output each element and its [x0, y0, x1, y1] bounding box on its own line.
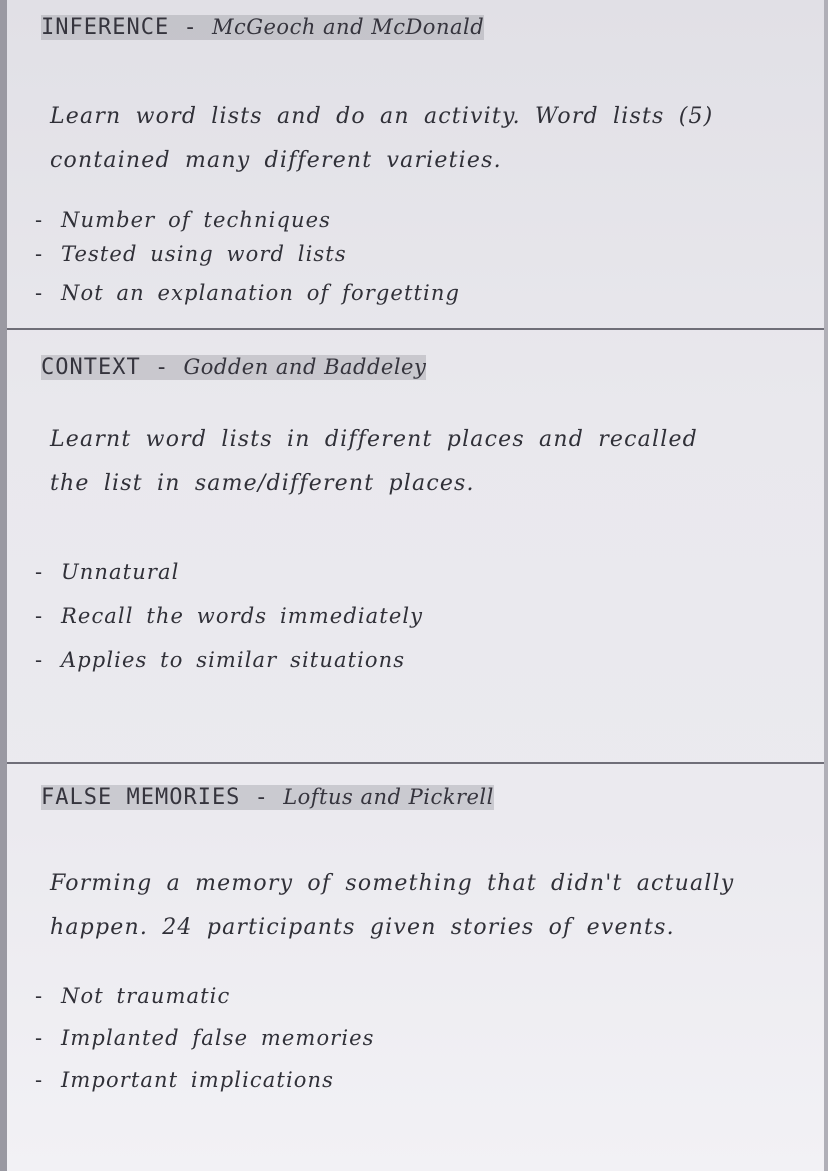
bullet-dash: - — [35, 1026, 44, 1050]
evaluation-list-false-memories — [35, 975, 375, 1101]
list-item: - Number of techniques — [35, 203, 460, 237]
list-item: - Implanted false memories — [35, 1017, 375, 1059]
bullet-dash: - — [35, 560, 44, 584]
bullet-dash: - — [35, 1068, 44, 1092]
list-item: - Unnatural — [35, 550, 423, 594]
evaluation-list-context — [35, 550, 423, 682]
section-heading-context — [35, 355, 432, 380]
list-item: - Not an explanation of forgetting — [35, 271, 460, 315]
heading-separator: - — [169, 15, 212, 40]
section-divider — [7, 762, 824, 764]
list-item: - Not traumatic — [35, 975, 375, 1017]
section-divider — [7, 328, 824, 330]
section-description-false-memories — [50, 862, 780, 950]
description-line: the list in same/different places. — [50, 471, 475, 496]
list-item: - Recall the words immediately — [35, 594, 423, 638]
section-description-inference — [50, 95, 780, 183]
description-line: Learn word lists and do an activity. Word lists (5) — [50, 104, 714, 129]
topic-title: FALSE MEMORIES — [41, 785, 241, 810]
bullet-dash: - — [35, 984, 44, 1008]
description-line: Learnt word lists in different places and recalled — [50, 427, 698, 452]
researcher-names: McGeoch and McDonald — [211, 15, 485, 39]
researcher-names: Godden and Baddeley — [183, 355, 427, 379]
page-right-edge — [824, 0, 828, 1171]
description-line: contained many different varieties. — [50, 148, 502, 173]
topic-title: CONTEXT — [41, 355, 141, 380]
bullet-dash: - — [35, 648, 44, 672]
list-item: - Tested using word lists — [35, 237, 460, 271]
bullet-dash: - — [35, 281, 44, 305]
researcher-names: Loftus and Pickrell — [283, 785, 494, 809]
bullet-dash: - — [35, 208, 44, 232]
bullet-dash: - — [35, 604, 44, 628]
heading-separator: - — [140, 355, 184, 380]
heading-separator: - — [240, 785, 284, 810]
section-description-context — [50, 418, 780, 506]
description-line: happen. 24 participants given stories of events. — [50, 915, 675, 940]
topic-title: INFERENCE — [41, 15, 170, 40]
bullet-dash: - — [35, 242, 44, 266]
description-line: Forming a memory of something that didn't actually — [50, 871, 735, 896]
list-item: - Applies to similar situations — [35, 638, 423, 682]
list-item: - Important implications — [35, 1059, 375, 1101]
page-left-edge — [0, 0, 7, 1171]
section-heading-inference — [35, 15, 490, 40]
section-heading-false-memories — [35, 785, 500, 810]
evaluation-list-inference — [35, 203, 460, 315]
